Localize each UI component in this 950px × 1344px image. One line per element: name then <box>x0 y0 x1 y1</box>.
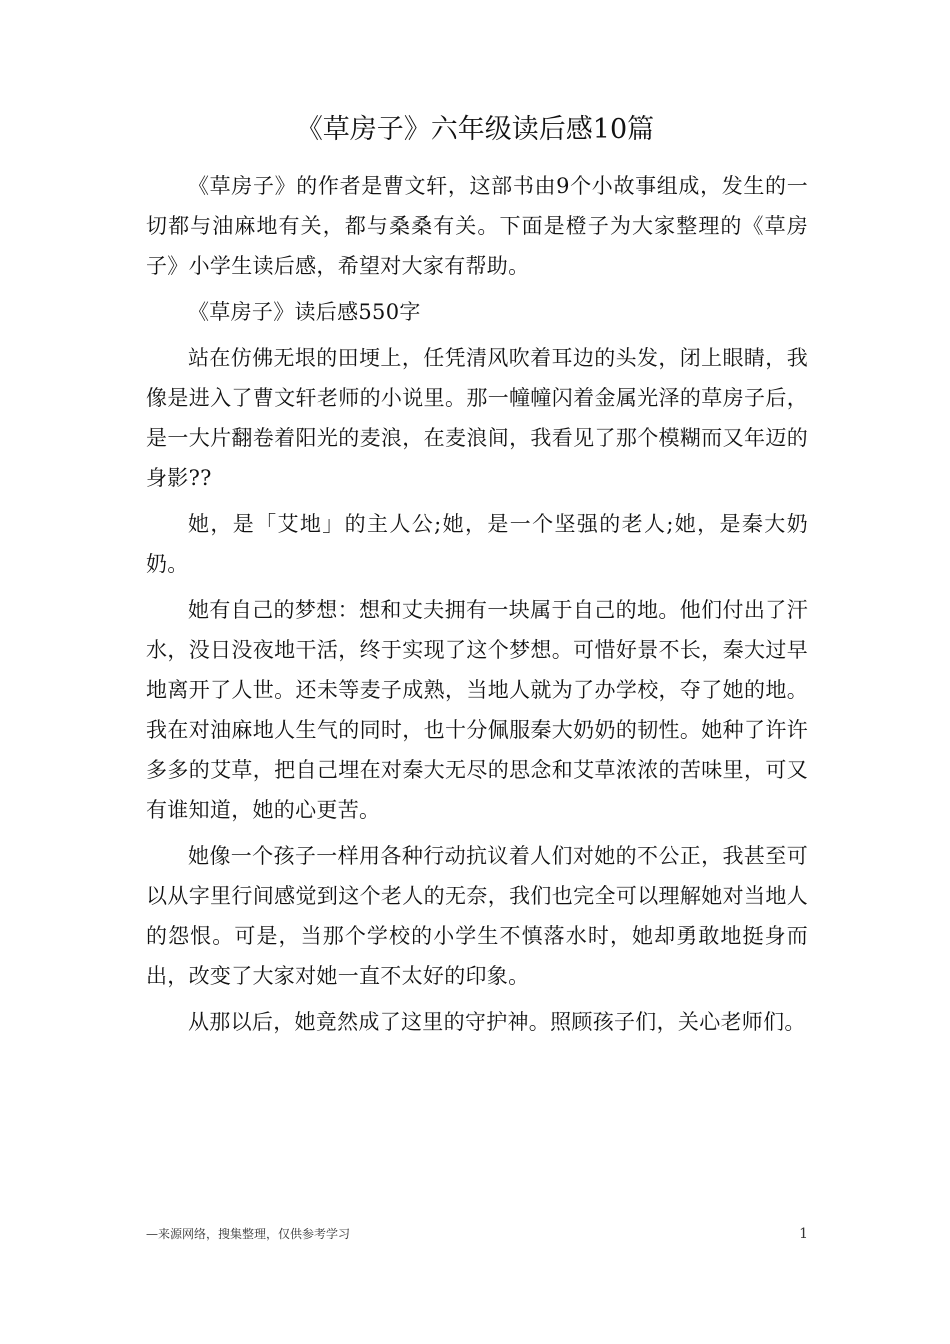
page-footer <box>146 1224 808 1244</box>
body-paragraph: 她，是「艾地」的主人公;她，是一个坚强的老人;她，是秦大奶奶。 <box>146 512 808 576</box>
body-paragraph: 她有自己的梦想：想和丈夫拥有一块属于自己的地。他们付出了汗水，没日没夜地干活，终于实现了这个梦想。可惜好景不长，秦大过早地离开了人世。还未等麦子成熟，当地人就为了办学校，夺了她的地。我在对油麻地人生气的同时，也十分佩服秦大奶奶的韧性。她种了许许多多的艾草，把自己埋在对秦大无尽的思念和艾草浓浓的苦味里，可又有谁知道，她的心更苦。 <box>146 598 808 822</box>
body-paragraph: 站在仿佛无垠的田埂上，任凭清风吹着耳边的头发，闭上眼睛，我像是进入了曹文轩老师的小说里。那一幢幢闪着金属光泽的草房子后，是一大片翻卷着阳光的麦浪，在麦浪间，我看见了那个模糊而又年迈的身影?? <box>146 346 808 490</box>
intro-paragraph: 《草房子》的作者是曹文轩，这部书由9个小故事组成，发生的一切都与油麻地有关，都与桑桑有关。下面是橙子为大家整理的《草房子》小学生读后感，希望对大家有帮助。 <box>146 174 808 278</box>
footer-source-note: —来源网络，搜集整理，仅供参考学习 <box>146 1227 351 1241</box>
section-heading: 《草房子》读后感550字 <box>188 300 421 324</box>
document-body <box>146 166 808 1048</box>
document-title: 《草房子》六年级读后感10篇 <box>295 114 655 145</box>
page-number: 1 <box>799 1226 808 1242</box>
body-paragraph: 从那以后，她竟然成了这里的守护神。照顾孩子们，关心老师们。 <box>188 1010 806 1034</box>
body-paragraph: 她像一个孩子一样用各种行动抗议着人们对她的不公正，我甚至可以从字里行间感觉到这个老人的无奈，我们也完全可以理解她对当地人的怨恨。可是，当那个学校的小学生不慎落水时，她却勇敢地挺身而出，改变了大家对她一直不太好的印象。 <box>146 844 808 988</box>
